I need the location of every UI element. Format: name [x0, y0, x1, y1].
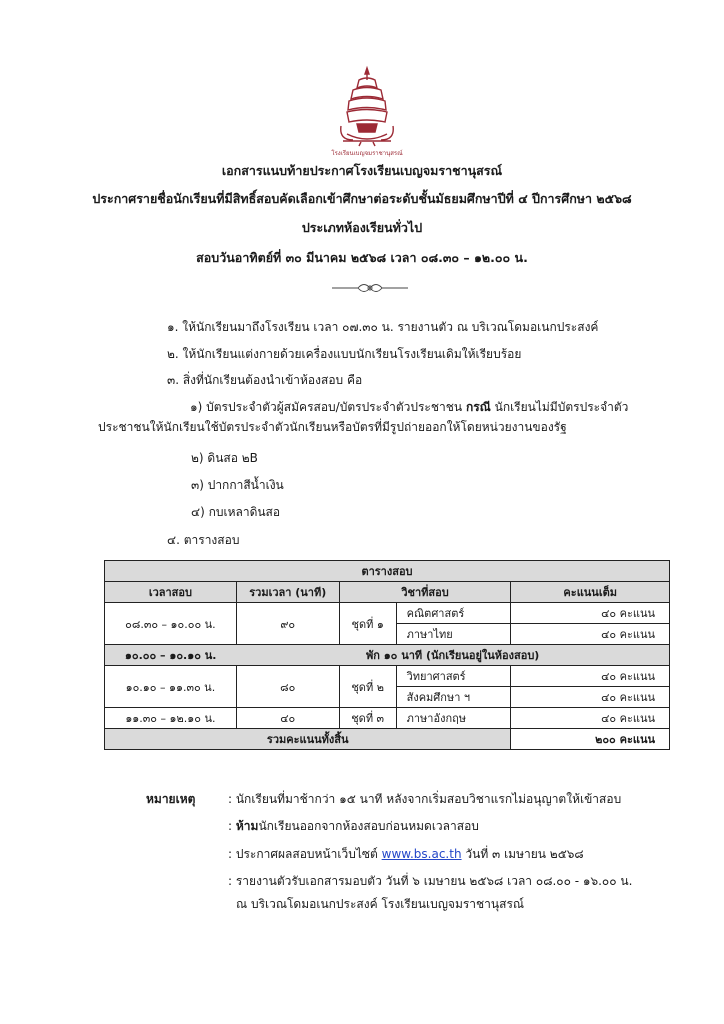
- note-report-location: ณ บริเวณโดมอเนกประสงค์ โรงเรียนเบญจมราชานุสรณ์: [236, 897, 525, 911]
- note-results-text: : ประกาศผลสอบหน้าเว็บไซต์: [228, 847, 378, 861]
- table-row: [105, 708, 670, 729]
- set1-label: ชุดที่ ๑: [339, 603, 396, 645]
- subject-score: ๔๐ คะแนน: [511, 666, 670, 687]
- instruction-uniform: ๒. ให้นักเรียนแต่งกายด้วยเครื่องแบบนักเรียนโรงเรียนเดิมให้เรียบร้อย: [167, 347, 522, 361]
- item-id-card-continuation: ประชาชนให้นักเรียนใช้บัตรประจำตัวนักเรียนหรือบัตรที่มีรูปถ่ายออกให้โดยหน่วยงานของรัฐ: [98, 420, 567, 434]
- exam-date-title: สอบวันอาทิตย์ที่ ๓๐ มีนาคม ๒๕๖๘ เวลา ๐๘.๓๐ – ๑๒.๐๐ น.: [196, 250, 528, 265]
- exam-schedule-table: [104, 560, 670, 750]
- table-row: [105, 666, 670, 687]
- notes-label: หมายเหตุ: [146, 792, 196, 806]
- subject-score: ๔๐ คะแนน: [511, 687, 670, 708]
- total-label: รวมคะแนนทั้งสิ้น: [105, 729, 511, 750]
- table-title-row: [105, 561, 670, 582]
- instruction-arrival: ๑. ให้นักเรียนมาถึงโรงเรียน เวลา ๐๗.๓๐ น. รายงานตัว ณ บริเวณโดมอเนกประสงค์: [167, 320, 599, 334]
- set3-time: ๑๑.๓๐ – ๑๒.๑๐ น.: [105, 708, 237, 729]
- set2-label: ชุดที่ ๒: [339, 666, 396, 708]
- note-late-arrival: : นักเรียนที่มาช้ากว่า ๑๕ นาที หลังจากเริ่มสอบวิชาแรกไม่อนุญาตให้เข้าสอบ: [228, 792, 622, 806]
- subject-score: ๔๐ คะแนน: [511, 708, 670, 729]
- column-header-time: เวลาสอบ: [105, 582, 237, 603]
- column-header-subject: วิชาที่สอบ: [339, 582, 511, 603]
- subject-score: ๔๐ คะแนน: [511, 624, 670, 645]
- set1-minutes: ๙๐: [236, 603, 339, 645]
- set3-label: ชุดที่ ๓: [339, 708, 396, 729]
- set2-time: ๑๐.๑๐ – ๑๑.๓๐ น.: [105, 666, 237, 708]
- note-results: [228, 845, 584, 864]
- item-id-card: [190, 398, 628, 417]
- announcement-title: ประกาศรายชื่อนักเรียนที่มีสิทธิ์สอบคัดเลือกเข้าศึกษาต่อระดับชั้นมัธยมศึกษาปีที่ ๔ ปีการศึกษา ๒๕๖๘: [92, 191, 632, 206]
- column-header-score: คะแนนเต็ม: [511, 582, 670, 603]
- note-results-date: วันที่ ๓ เมษายน ๒๕๖๘: [465, 847, 584, 861]
- subject-score: ๔๐ คะแนน: [511, 603, 670, 624]
- set1-time: ๐๘.๓๐ – ๑๐.๐๐ น.: [105, 603, 237, 645]
- table-title: ตารางสอบ: [105, 561, 670, 582]
- item-sharpener: ๔) กบเหลาดินสอ: [191, 505, 281, 519]
- website-link[interactable]: www.bs.ac.th: [381, 847, 462, 861]
- logo-caption: โรงเรียนเบญจมราชานุสรณ์: [331, 150, 403, 157]
- column-header-minutes: รวมเวลา (นาที): [236, 582, 339, 603]
- subject-name: วิทยาศาสตร์: [396, 666, 511, 687]
- room-type-title: ประเภทห้องเรียนทั่วไป: [301, 220, 423, 235]
- note-report: : รายงานตัวรับเอกสารมอบตัว วันที่ ๖ เมษายน ๒๕๖๘ เวลา ๐๘.๐๐ - ๑๖.๐๐ น.: [228, 874, 633, 888]
- instruction-items: ๓. สิ่งที่นักเรียนต้องนำเข้าห้องสอบ คือ: [167, 373, 363, 387]
- total-row: [105, 729, 670, 750]
- decorative-divider-icon: [330, 281, 410, 295]
- item-pencil: ๒) ดินสอ ๒B: [191, 451, 258, 465]
- break-text: พัก ๑๐ นาที (นักเรียนอยู่ในห้องสอบ): [236, 645, 669, 666]
- subject-name: สังคมศึกษา ฯ: [396, 687, 511, 708]
- school-emblem-logo: [331, 66, 403, 160]
- set3-minutes: ๔๐: [236, 708, 339, 729]
- item-pen: ๓) ปากกาสีน้ำเงิน: [191, 478, 284, 492]
- item-id-card-case: กรณี: [465, 400, 491, 414]
- note-no-leaving: [228, 817, 479, 836]
- subject-name: ภาษาอังกฤษ: [396, 708, 511, 729]
- note-no-leaving-prefix: :: [228, 819, 233, 833]
- note-no-leaving-emphasis: ห้าม: [235, 819, 259, 833]
- instruction-schedule: ๔. ตารางสอบ: [167, 533, 240, 547]
- document-title: เอกสารแนบท้ายประกาศโรงเรียนเบญจมราชานุสรณ์: [221, 163, 503, 178]
- item-id-card-text: ๑) บัตรประจำตัวผู้สมัครสอบ/บัตรประจำตัวประชาชน: [190, 400, 463, 414]
- table-row: [105, 603, 670, 624]
- total-value: ๒๐๐ คะแนน: [511, 729, 670, 750]
- item-id-card-text-2: นักเรียนไม่มีบัตรประจำตัว: [494, 400, 629, 414]
- note-no-leaving-text: นักเรียนออกจากห้องสอบก่อนหมดเวลาสอบ: [258, 819, 479, 833]
- break-time: ๑๐.๐๐ – ๑๐.๑๐ น.: [105, 645, 237, 666]
- set2-minutes: ๘๐: [236, 666, 339, 708]
- subject-name: คณิตศาสตร์: [396, 603, 511, 624]
- table-header-row: [105, 582, 670, 603]
- subject-name: ภาษาไทย: [396, 624, 511, 645]
- break-row: [105, 645, 670, 666]
